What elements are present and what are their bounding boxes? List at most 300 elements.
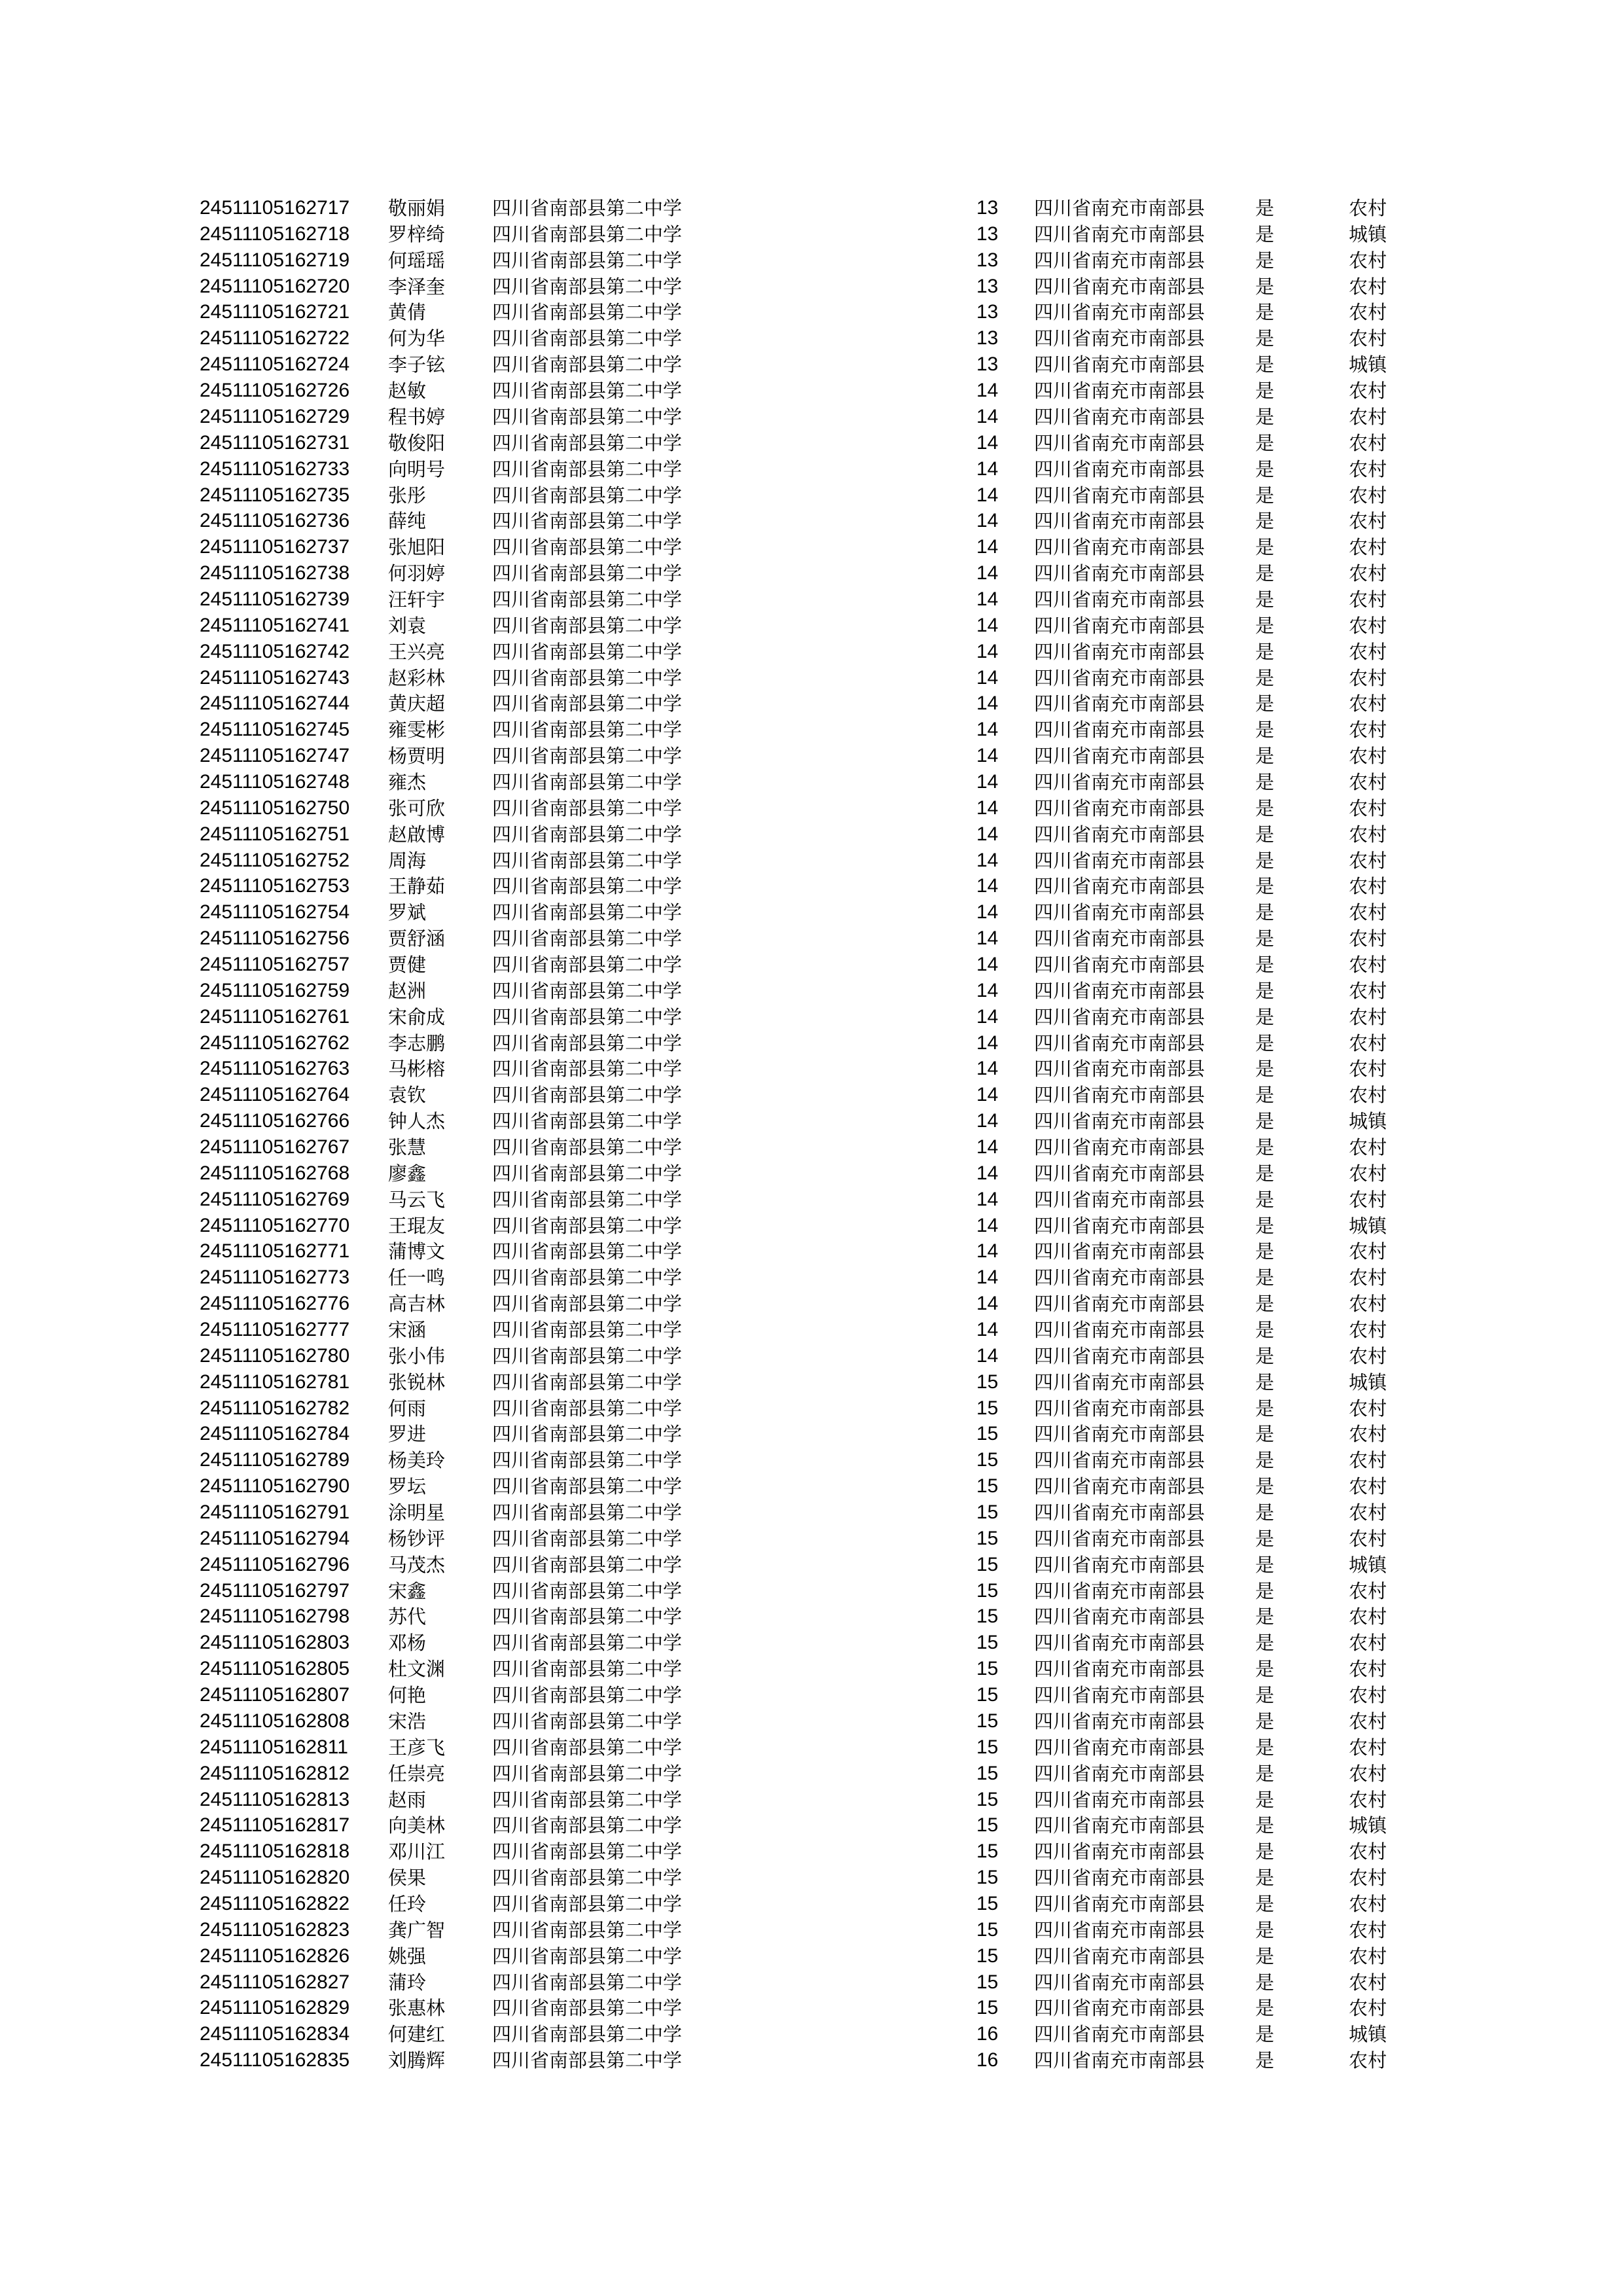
student-name-cell: 张锐林 [388, 1371, 446, 1393]
table-row [0, 1761, 1623, 1787]
household-type-cell: 农村 [1349, 588, 1387, 611]
school-cell: 四川省南部县第二中学 [492, 1397, 683, 1420]
household-type-cell: 农村 [1349, 719, 1387, 742]
household-type-cell: 农村 [1349, 1319, 1387, 1341]
student-id-cell: 24511105162818 [200, 1840, 350, 1863]
flag-cell: 是 [1255, 745, 1275, 768]
flag-cell: 是 [1255, 1319, 1275, 1341]
flag-cell: 是 [1255, 979, 1275, 1002]
age-cell: 13 [976, 353, 999, 376]
student-id-cell: 24511105162741 [200, 614, 350, 636]
flag-cell: 是 [1255, 484, 1275, 507]
table-row [0, 795, 1623, 821]
age-cell: 14 [976, 588, 999, 610]
region-cell: 四川省南充市南部县 [1034, 405, 1205, 428]
age-cell: 14 [976, 431, 999, 454]
school-cell: 四川省南部县第二中学 [492, 745, 683, 768]
table-row [0, 1734, 1623, 1761]
region-cell: 四川省南充市南部县 [1034, 953, 1205, 976]
region-cell: 四川省南充市南部县 [1034, 1918, 1205, 1941]
flag-cell: 是 [1255, 1501, 1275, 1524]
age-cell: 15 [976, 1371, 999, 1393]
region-cell: 四川省南充市南部县 [1034, 1084, 1205, 1107]
region-cell: 四川省南充市南部县 [1034, 1971, 1205, 1994]
household-type-cell: 农村 [1349, 692, 1387, 715]
region-cell: 四川省南充市南部县 [1034, 1188, 1205, 1211]
household-type-cell: 农村 [1349, 1840, 1387, 1863]
school-cell: 四川省南部县第二中学 [492, 1344, 683, 1367]
region-cell: 四川省南充市南部县 [1034, 979, 1205, 1002]
age-cell: 15 [976, 1997, 999, 2019]
region-cell: 四川省南充市南部县 [1034, 1501, 1205, 1524]
age-cell: 16 [976, 2023, 999, 2045]
table-row [0, 1343, 1623, 1369]
age-cell: 15 [976, 1971, 999, 1993]
student-id-cell: 24511105162748 [200, 770, 350, 793]
region-cell: 四川省南充市南部县 [1034, 1867, 1205, 1889]
age-cell: 15 [976, 1710, 999, 1732]
flag-cell: 是 [1255, 223, 1275, 245]
school-cell: 四川省南部县第二中学 [492, 1319, 683, 1341]
flag-cell: 是 [1255, 353, 1275, 376]
school-cell: 四川省南部县第二中学 [492, 614, 683, 637]
student-name-cell: 何羽婷 [388, 562, 446, 584]
region-cell: 四川省南充市南部县 [1034, 1423, 1205, 1446]
household-type-cell: 农村 [1349, 431, 1387, 454]
table-row [0, 952, 1623, 978]
table-row [0, 1682, 1623, 1708]
table-row [0, 1004, 1623, 1030]
region-cell: 四川省南充市南部县 [1034, 1162, 1205, 1185]
table-row [0, 1265, 1623, 1291]
region-cell: 四川省南充市南部县 [1034, 1892, 1205, 1915]
age-cell: 14 [976, 745, 999, 767]
age-cell: 15 [976, 1527, 999, 1549]
student-name-cell: 钟人杰 [388, 1110, 446, 1133]
household-type-cell: 农村 [1349, 1684, 1387, 1706]
table-row [0, 1160, 1623, 1187]
flag-cell: 是 [1255, 249, 1275, 272]
household-type-cell: 农村 [1349, 1162, 1387, 1185]
school-cell: 四川省南部县第二中学 [492, 197, 683, 219]
region-cell: 四川省南充市南部县 [1034, 1110, 1205, 1133]
table-row [0, 1891, 1623, 1917]
household-type-cell: 城镇 [1349, 1214, 1387, 1237]
student-id-cell: 24511105162742 [200, 640, 350, 662]
student-id-cell: 24511105162759 [200, 979, 350, 1001]
table-row [0, 1812, 1623, 1839]
school-cell: 四川省南部县第二中学 [492, 823, 683, 846]
student-name-cell: 马彬榕 [388, 1058, 446, 1081]
household-type-cell: 城镇 [1349, 353, 1387, 376]
table-row [0, 221, 1623, 247]
student-name-cell: 张惠林 [388, 1997, 446, 2020]
student-id-cell: 24511105162811 [200, 1736, 348, 1758]
household-type-cell: 农村 [1349, 1058, 1387, 1081]
student-id-cell: 24511105162769 [200, 1188, 350, 1210]
student-name-cell: 宋浩 [388, 1710, 427, 1732]
age-cell: 14 [976, 823, 999, 845]
student-name-cell: 赵洲 [388, 979, 427, 1002]
age-cell: 15 [976, 1892, 999, 1914]
flag-cell: 是 [1255, 1266, 1275, 1289]
student-id-cell: 24511105162751 [200, 823, 350, 845]
student-name-cell: 赵啟博 [388, 823, 446, 846]
table-row [0, 1473, 1623, 1499]
flag-cell: 是 [1255, 692, 1275, 715]
flag-cell: 是 [1255, 1840, 1275, 1863]
student-name-cell: 张慧 [388, 1136, 427, 1158]
household-type-cell: 农村 [1349, 484, 1387, 507]
school-cell: 四川省南部县第二中学 [492, 1684, 683, 1706]
flag-cell: 是 [1255, 1214, 1275, 1237]
flag-cell: 是 [1255, 1945, 1275, 1967]
flag-cell: 是 [1255, 380, 1275, 402]
school-cell: 四川省南部县第二中学 [492, 1188, 683, 1211]
age-cell: 14 [976, 719, 999, 741]
flag-cell: 是 [1255, 927, 1275, 950]
age-cell: 14 [976, 692, 999, 715]
table-row [0, 1656, 1623, 1682]
household-type-cell: 农村 [1349, 1632, 1387, 1655]
student-name-cell: 黄倩 [388, 301, 427, 324]
flag-cell: 是 [1255, 719, 1275, 742]
student-id-cell: 24511105162791 [200, 1501, 350, 1523]
student-name-cell: 李志鹏 [388, 1031, 446, 1054]
table-row [0, 1578, 1623, 1604]
student-id-cell: 24511105162823 [200, 1918, 350, 1941]
flag-cell: 是 [1255, 1293, 1275, 1316]
household-type-cell: 农村 [1349, 1240, 1387, 1263]
age-cell: 13 [976, 249, 999, 271]
household-type-cell: 农村 [1349, 510, 1387, 533]
age-cell: 13 [976, 223, 999, 245]
flag-cell: 是 [1255, 1344, 1275, 1367]
school-cell: 四川省南部县第二中学 [492, 1293, 683, 1316]
household-type-cell: 农村 [1349, 536, 1387, 559]
school-cell: 四川省南部县第二中学 [492, 1867, 683, 1889]
flag-cell: 是 [1255, 327, 1275, 350]
school-cell: 四川省南部县第二中学 [492, 875, 683, 898]
table-row [0, 1108, 1623, 1134]
flag-cell: 是 [1255, 1475, 1275, 1498]
region-cell: 四川省南充市南部县 [1034, 1475, 1205, 1498]
table-row [0, 1082, 1623, 1108]
student-id-cell: 24511105162744 [200, 692, 350, 715]
region-cell: 四川省南充市南部县 [1034, 1058, 1205, 1081]
student-id-cell: 24511105162829 [200, 1997, 350, 2019]
household-type-cell: 农村 [1349, 1867, 1387, 1889]
region-cell: 四川省南充市南部县 [1034, 797, 1205, 819]
household-type-cell: 农村 [1349, 249, 1387, 272]
school-cell: 四川省南部县第二中学 [492, 1005, 683, 1028]
age-cell: 15 [976, 1658, 999, 1680]
flag-cell: 是 [1255, 640, 1275, 663]
flag-cell: 是 [1255, 1449, 1275, 1472]
school-cell: 四川省南部县第二中学 [492, 510, 683, 533]
household-type-cell: 农村 [1349, 901, 1387, 924]
flag-cell: 是 [1255, 1997, 1275, 2020]
student-id-cell: 24511105162729 [200, 405, 350, 427]
student-id-cell: 24511105162766 [200, 1110, 350, 1132]
flag-cell: 是 [1255, 1605, 1275, 1628]
school-cell: 四川省南部县第二中学 [492, 562, 683, 584]
household-type-cell: 农村 [1349, 1423, 1387, 1446]
region-cell: 四川省南充市南部县 [1034, 1031, 1205, 1054]
flag-cell: 是 [1255, 614, 1275, 637]
flag-cell: 是 [1255, 1710, 1275, 1732]
table-row [0, 325, 1623, 351]
region-cell: 四川省南充市南部县 [1034, 588, 1205, 611]
student-name-cell: 李子铉 [388, 353, 446, 376]
region-cell: 四川省南充市南部县 [1034, 849, 1205, 872]
flag-cell: 是 [1255, 588, 1275, 611]
student-id-cell: 24511105162781 [200, 1371, 350, 1393]
age-cell: 15 [976, 1762, 999, 1784]
table-row [0, 1317, 1623, 1343]
student-id-cell: 24511105162719 [200, 249, 350, 271]
household-type-cell: 农村 [1349, 823, 1387, 846]
table-row [0, 2021, 1623, 2047]
household-type-cell: 农村 [1349, 1762, 1387, 1785]
table-row [0, 1839, 1623, 1865]
region-cell: 四川省南充市南部县 [1034, 614, 1205, 637]
school-cell: 四川省南部县第二中学 [492, 1658, 683, 1681]
student-id-cell: 24511105162747 [200, 745, 350, 767]
flag-cell: 是 [1255, 875, 1275, 898]
household-type-cell: 农村 [1349, 1031, 1387, 1054]
school-cell: 四川省南部县第二中学 [492, 1632, 683, 1655]
school-cell: 四川省南部县第二中学 [492, 2049, 683, 2072]
school-cell: 四川省南部县第二中学 [492, 1501, 683, 1524]
student-id-cell: 24511105162762 [200, 1031, 350, 1054]
student-name-cell: 姚强 [388, 1945, 427, 1967]
table-row [0, 1552, 1623, 1578]
household-type-cell: 农村 [1349, 1449, 1387, 1472]
household-type-cell: 城镇 [1349, 1553, 1387, 1576]
age-cell: 14 [976, 640, 999, 662]
region-cell: 四川省南充市南部县 [1034, 1136, 1205, 1158]
age-cell: 14 [976, 614, 999, 636]
flag-cell: 是 [1255, 1762, 1275, 1785]
household-type-cell: 农村 [1349, 1945, 1387, 1967]
household-type-cell: 农村 [1349, 1918, 1387, 1941]
student-id-cell: 24511105162764 [200, 1084, 350, 1106]
student-name-cell: 刘腾辉 [388, 2049, 446, 2072]
school-cell: 四川省南部县第二中学 [492, 1605, 683, 1628]
table-row [0, 613, 1623, 639]
table-row [0, 1291, 1623, 1317]
student-id-cell: 24511105162731 [200, 431, 350, 454]
school-cell: 四川省南部县第二中学 [492, 1945, 683, 1967]
household-type-cell: 城镇 [1349, 223, 1387, 245]
student-name-cell: 马云飞 [388, 1188, 446, 1211]
region-cell: 四川省南充市南部县 [1034, 745, 1205, 768]
flag-cell: 是 [1255, 275, 1275, 298]
school-cell: 四川省南部县第二中学 [492, 1892, 683, 1915]
school-cell: 四川省南部县第二中学 [492, 979, 683, 1002]
region-cell: 四川省南充市南部县 [1034, 1449, 1205, 1472]
school-cell: 四川省南部县第二中学 [492, 1997, 683, 2020]
table-row [0, 1134, 1623, 1160]
school-cell: 四川省南部县第二中学 [492, 457, 683, 480]
flag-cell: 是 [1255, 1031, 1275, 1054]
household-type-cell: 农村 [1349, 457, 1387, 480]
household-type-cell: 农村 [1349, 1710, 1387, 1732]
student-name-cell: 宋俞成 [388, 1005, 446, 1028]
age-cell: 14 [976, 457, 999, 480]
student-id-cell: 24511105162753 [200, 875, 350, 897]
student-id-cell: 24511105162789 [200, 1449, 350, 1471]
age-cell: 14 [976, 1162, 999, 1184]
table-row [0, 404, 1623, 430]
region-cell: 四川省南充市南部县 [1034, 510, 1205, 533]
flag-cell: 是 [1255, 457, 1275, 480]
table-row [0, 1238, 1623, 1265]
table-row [0, 769, 1623, 795]
table-row [0, 743, 1623, 769]
student-name-cell: 李泽奎 [388, 275, 446, 298]
household-type-cell: 农村 [1349, 979, 1387, 1002]
student-name-cell: 蒲博文 [388, 1240, 446, 1263]
age-cell: 15 [976, 1788, 999, 1810]
flag-cell: 是 [1255, 510, 1275, 533]
student-name-cell: 马茂杰 [388, 1553, 446, 1576]
table-row [0, 639, 1623, 665]
flag-cell: 是 [1255, 797, 1275, 819]
table-row [0, 351, 1623, 378]
flag-cell: 是 [1255, 1553, 1275, 1576]
flag-cell: 是 [1255, 1110, 1275, 1133]
region-cell: 四川省南充市南部县 [1034, 1527, 1205, 1550]
age-cell: 14 [976, 666, 999, 689]
school-cell: 四川省南部县第二中学 [492, 1136, 683, 1158]
region-cell: 四川省南充市南部县 [1034, 457, 1205, 480]
student-name-cell: 何艳 [388, 1684, 427, 1706]
table-row [0, 1604, 1623, 1630]
household-type-cell: 农村 [1349, 562, 1387, 584]
region-cell: 四川省南充市南部县 [1034, 2023, 1205, 2046]
student-id-cell: 24511105162724 [200, 353, 350, 376]
school-cell: 四川省南部县第二中学 [492, 1788, 683, 1811]
flag-cell: 是 [1255, 1971, 1275, 1994]
household-type-cell: 农村 [1349, 849, 1387, 872]
school-cell: 四川省南部县第二中学 [492, 536, 683, 559]
flag-cell: 是 [1255, 1397, 1275, 1420]
household-type-cell: 农村 [1349, 1397, 1387, 1420]
student-name-cell: 张彤 [388, 484, 427, 507]
student-id-cell: 24511105162813 [200, 1788, 350, 1810]
table-row [0, 1447, 1623, 1473]
school-cell: 四川省南部县第二中学 [492, 1058, 683, 1081]
household-type-cell: 农村 [1349, 1293, 1387, 1316]
student-id-cell: 24511105162770 [200, 1214, 350, 1236]
region-cell: 四川省南充市南部县 [1034, 901, 1205, 924]
age-cell: 15 [976, 1814, 999, 1837]
table-row [0, 1787, 1623, 1813]
flag-cell: 是 [1255, 2049, 1275, 2072]
table-row [0, 1187, 1623, 1213]
table-row [0, 1499, 1623, 1526]
student-name-cell: 何雨 [388, 1397, 427, 1420]
table-row [0, 560, 1623, 586]
student-name-cell: 王彦飞 [388, 1736, 446, 1759]
student-name-cell: 黄庆超 [388, 692, 446, 715]
region-cell: 四川省南充市南部县 [1034, 770, 1205, 793]
household-type-cell: 农村 [1349, 745, 1387, 768]
flag-cell: 是 [1255, 1136, 1275, 1158]
student-name-cell: 王静茹 [388, 875, 446, 898]
student-id-cell: 24511105162803 [200, 1632, 350, 1654]
student-id-cell: 24511105162773 [200, 1266, 350, 1289]
age-cell: 14 [976, 1110, 999, 1132]
region-cell: 四川省南充市南部县 [1034, 536, 1205, 559]
student-name-cell: 杜文渊 [388, 1658, 446, 1681]
region-cell: 四川省南充市南部县 [1034, 1240, 1205, 1263]
school-cell: 四川省南部县第二中学 [492, 327, 683, 350]
flag-cell: 是 [1255, 666, 1275, 689]
age-cell: 14 [976, 953, 999, 975]
student-name-cell: 赵雨 [388, 1788, 427, 1811]
student-name-cell: 罗梓绮 [388, 223, 446, 245]
student-name-cell: 邓杨 [388, 1632, 427, 1655]
household-type-cell: 农村 [1349, 1475, 1387, 1498]
age-cell: 14 [976, 849, 999, 871]
student-name-cell: 何为华 [388, 327, 446, 350]
household-type-cell: 农村 [1349, 301, 1387, 324]
region-cell: 四川省南充市南部县 [1034, 1684, 1205, 1706]
household-type-cell: 农村 [1349, 1892, 1387, 1915]
school-cell: 四川省南部县第二中学 [492, 1240, 683, 1263]
student-id-cell: 24511105162733 [200, 457, 350, 480]
table-row [0, 717, 1623, 743]
region-cell: 四川省南充市南部县 [1034, 1371, 1205, 1393]
region-cell: 四川省南充市南部县 [1034, 1814, 1205, 1837]
household-type-cell: 农村 [1349, 1188, 1387, 1211]
flag-cell: 是 [1255, 431, 1275, 454]
student-name-cell: 刘袁 [388, 614, 427, 637]
table-row [0, 247, 1623, 274]
household-type-cell: 农村 [1349, 640, 1387, 663]
school-cell: 四川省南部县第二中学 [492, 380, 683, 402]
region-cell: 四川省南充市南部县 [1034, 875, 1205, 898]
table-row [0, 456, 1623, 482]
region-cell: 四川省南充市南部县 [1034, 1840, 1205, 1863]
household-type-cell: 农村 [1349, 327, 1387, 350]
household-type-cell: 农村 [1349, 275, 1387, 298]
region-cell: 四川省南充市南部县 [1034, 1553, 1205, 1576]
household-type-cell: 农村 [1349, 1579, 1387, 1602]
student-name-cell: 王琨友 [388, 1214, 446, 1237]
flag-cell: 是 [1255, 562, 1275, 584]
household-type-cell: 农村 [1349, 197, 1387, 219]
region-cell: 四川省南充市南部县 [1034, 666, 1205, 689]
age-cell: 14 [976, 1058, 999, 1080]
region-cell: 四川省南充市南部县 [1034, 1945, 1205, 1967]
school-cell: 四川省南部县第二中学 [492, 1814, 683, 1837]
flag-cell: 是 [1255, 849, 1275, 872]
table-row [0, 873, 1623, 899]
school-cell: 四川省南部县第二中学 [492, 953, 683, 976]
table-row [0, 899, 1623, 925]
school-cell: 四川省南部县第二中学 [492, 797, 683, 819]
region-cell: 四川省南充市南部县 [1034, 1788, 1205, 1811]
region-cell: 四川省南充市南部县 [1034, 1997, 1205, 2020]
school-cell: 四川省南部县第二中学 [492, 223, 683, 245]
age-cell: 15 [976, 1579, 999, 1602]
household-type-cell: 农村 [1349, 1344, 1387, 1367]
region-cell: 四川省南充市南部县 [1034, 640, 1205, 663]
